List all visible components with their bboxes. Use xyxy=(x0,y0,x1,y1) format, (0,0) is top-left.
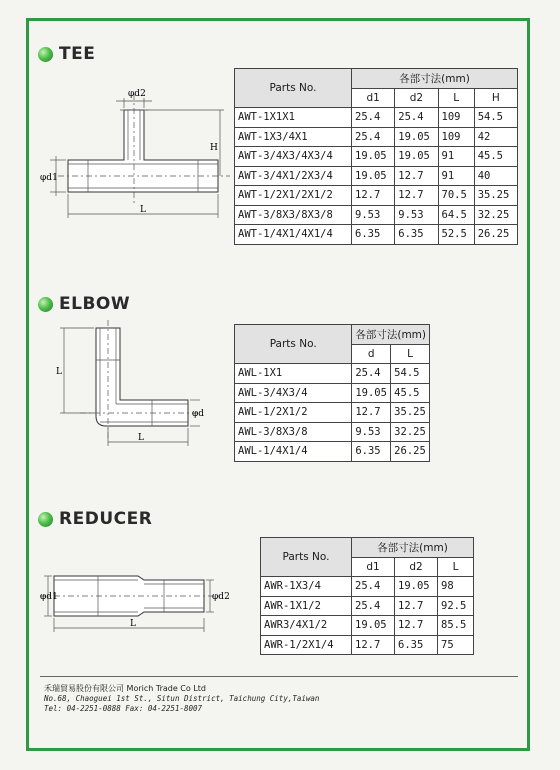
table-row xyxy=(235,403,430,423)
elbow-d-label: φd xyxy=(192,409,205,419)
dimension-cell: 64.5 xyxy=(438,205,474,225)
reducer-d1-label: φd1 xyxy=(40,592,58,602)
table-row xyxy=(235,108,518,128)
dimension-cell: 12.7 xyxy=(395,166,438,186)
dimension-cell: 6.35 xyxy=(352,225,395,245)
dimension-cell: 6.35 xyxy=(395,225,438,245)
elbow-col-l: L xyxy=(391,344,430,364)
tee-col-l: L xyxy=(438,88,474,108)
reducer-parts-header: Parts No. xyxy=(261,538,352,577)
dimension-cell: 12.7 xyxy=(395,186,438,206)
elbow-col-d: d xyxy=(352,344,391,364)
dimension-cell: 25.4 xyxy=(395,108,438,128)
dimension-cell: 19.05 xyxy=(352,383,391,403)
part-number-cell: AWT-1/4X1/4X1/4 xyxy=(235,225,352,245)
part-number-cell: AWT-1/2X1/2X1/2 xyxy=(235,186,352,206)
elbow-parts-header: Parts No. xyxy=(235,325,352,364)
dimension-cell: 9.53 xyxy=(352,422,391,442)
table-row xyxy=(235,383,430,403)
dimension-cell: 40 xyxy=(474,166,517,186)
dimension-cell: 45.5 xyxy=(474,147,517,167)
part-number-cell: AWR-1X3/4 xyxy=(261,577,352,597)
part-number-cell: AWR-1/2X1/4 xyxy=(261,635,352,655)
dimension-cell: 32.25 xyxy=(391,422,430,442)
dimension-cell: 19.05 xyxy=(395,127,438,147)
dimension-cell: 98 xyxy=(438,577,474,597)
table-row xyxy=(261,596,474,616)
reducer-title: REDUCER xyxy=(59,509,153,529)
dimension-cell: 9.53 xyxy=(395,205,438,225)
tee-diagram xyxy=(40,86,230,226)
elbow-table xyxy=(234,324,430,462)
dimension-cell: 12.7 xyxy=(395,616,438,636)
part-number-cell: AWL-1/4X1/4 xyxy=(235,442,352,462)
reducer-col-d2: d2 xyxy=(395,557,438,577)
dimension-cell: 12.7 xyxy=(395,596,438,616)
table-row xyxy=(235,422,430,442)
part-number-cell: AWL-3/8X3/8 xyxy=(235,422,352,442)
reducer-dims-header: 各部寸法(mm) xyxy=(352,538,474,558)
part-number-cell: AWL-1X1 xyxy=(235,364,352,384)
reducer-table xyxy=(260,537,474,655)
table-row xyxy=(235,442,430,462)
elbow-l-horizontal-label: L xyxy=(138,433,144,443)
green-ball-icon xyxy=(38,47,53,62)
dimension-cell: 25.4 xyxy=(352,364,391,384)
elbow-dims-header: 各部寸法(mm) xyxy=(352,325,430,345)
dimension-cell: 92.5 xyxy=(438,596,474,616)
dimension-cell: 75 xyxy=(438,635,474,655)
tee-d1-label: φd1 xyxy=(40,173,58,183)
part-number-cell: AWR-1X1/2 xyxy=(261,596,352,616)
footer-contact: Tel: 04-2251-0888 Fax: 04-2251-8007 xyxy=(44,704,203,713)
tee-col-d1: d1 xyxy=(352,88,395,108)
dimension-cell: 25.4 xyxy=(352,108,395,128)
tee-title: TEE xyxy=(59,44,96,64)
elbow-diagram xyxy=(40,320,220,450)
table-row xyxy=(235,205,518,225)
reducer-d2-label: φd2 xyxy=(212,592,230,602)
dimension-cell: 52.5 xyxy=(438,225,474,245)
reducer-diagram xyxy=(40,570,236,634)
dimension-cell: 85.5 xyxy=(438,616,474,636)
dimension-cell: 19.05 xyxy=(352,166,395,186)
dimension-cell: 42 xyxy=(474,127,517,147)
dimension-cell: 12.7 xyxy=(352,635,395,655)
dimension-cell: 19.05 xyxy=(352,147,395,167)
dimension-cell: 26.25 xyxy=(391,442,430,462)
part-number-cell: AWR3/4X1/2 xyxy=(261,616,352,636)
table-row xyxy=(235,127,518,147)
tee-h-label: H xyxy=(210,143,218,153)
dimension-cell: 19.05 xyxy=(395,577,438,597)
dimension-cell: 6.35 xyxy=(352,442,391,462)
part-number-cell: AWL-1/2X1/2 xyxy=(235,403,352,423)
dimension-cell: 109 xyxy=(438,108,474,128)
reducer-col-d1: d1 xyxy=(352,557,395,577)
dimension-cell: 32.25 xyxy=(474,205,517,225)
dimension-cell: 12.7 xyxy=(352,186,395,206)
dimension-cell: 70.5 xyxy=(438,186,474,206)
part-number-cell: AWT-1X3/4X1 xyxy=(235,127,352,147)
table-row xyxy=(235,186,518,206)
part-number-cell: AWT-1X1X1 xyxy=(235,108,352,128)
table-row xyxy=(235,225,518,245)
table-row xyxy=(261,616,474,636)
footer-divider xyxy=(40,676,518,677)
tee-parts-header: Parts No. xyxy=(235,69,352,108)
green-ball-icon xyxy=(38,297,53,312)
tee-l-label: L xyxy=(140,205,146,215)
dimension-cell: 25.4 xyxy=(352,596,395,616)
part-number-cell: AWT-3/8X3/8X3/8 xyxy=(235,205,352,225)
dimension-cell: 12.7 xyxy=(352,403,391,423)
elbow-section-title xyxy=(38,294,130,314)
dimension-cell: 91 xyxy=(438,166,474,186)
table-row xyxy=(235,364,430,384)
dimension-cell: 54.5 xyxy=(391,364,430,384)
footer-company: 禾瑞貿易股份有限公司 Morich Trade Co Ltd xyxy=(44,684,207,693)
table-row xyxy=(261,635,474,655)
elbow-l-vertical-label: L xyxy=(56,367,62,377)
part-number-cell: AWT-3/4X1/2X3/4 xyxy=(235,166,352,186)
dimension-cell: 35.25 xyxy=(391,403,430,423)
dimension-cell: 19.05 xyxy=(395,147,438,167)
dimension-cell: 35.25 xyxy=(474,186,517,206)
dimension-cell: 6.35 xyxy=(395,635,438,655)
dimension-cell: 109 xyxy=(438,127,474,147)
part-number-cell: AWL-3/4X3/4 xyxy=(235,383,352,403)
tee-d2-label: φd2 xyxy=(128,89,146,99)
tee-section-title xyxy=(38,44,95,64)
reducer-col-l: L xyxy=(438,557,474,577)
elbow-title: ELBOW xyxy=(59,294,131,314)
part-number-cell: AWT-3/4X3/4X3/4 xyxy=(235,147,352,167)
green-ball-icon xyxy=(38,512,53,527)
reducer-section-title xyxy=(38,509,152,529)
footer-address: No.68, Chaoguei 1st St., Situn District, Taichung City,Taiwan xyxy=(44,694,320,703)
tee-dims-header: 各部寸法(mm) xyxy=(352,69,518,89)
dimension-cell: 54.5 xyxy=(474,108,517,128)
tee-table xyxy=(234,68,518,245)
reducer-l-label: L xyxy=(130,619,136,629)
dimension-cell: 45.5 xyxy=(391,383,430,403)
dimension-cell: 25.4 xyxy=(352,577,395,597)
dimension-cell: 25.4 xyxy=(352,127,395,147)
tee-col-d2: d2 xyxy=(395,88,438,108)
table-row xyxy=(261,577,474,597)
table-row xyxy=(235,166,518,186)
dimension-cell: 91 xyxy=(438,147,474,167)
table-row xyxy=(235,147,518,167)
dimension-cell: 9.53 xyxy=(352,205,395,225)
footer xyxy=(44,684,319,714)
dimension-cell: 26.25 xyxy=(474,225,517,245)
dimension-cell: 19.05 xyxy=(352,616,395,636)
tee-col-h: H xyxy=(474,88,517,108)
